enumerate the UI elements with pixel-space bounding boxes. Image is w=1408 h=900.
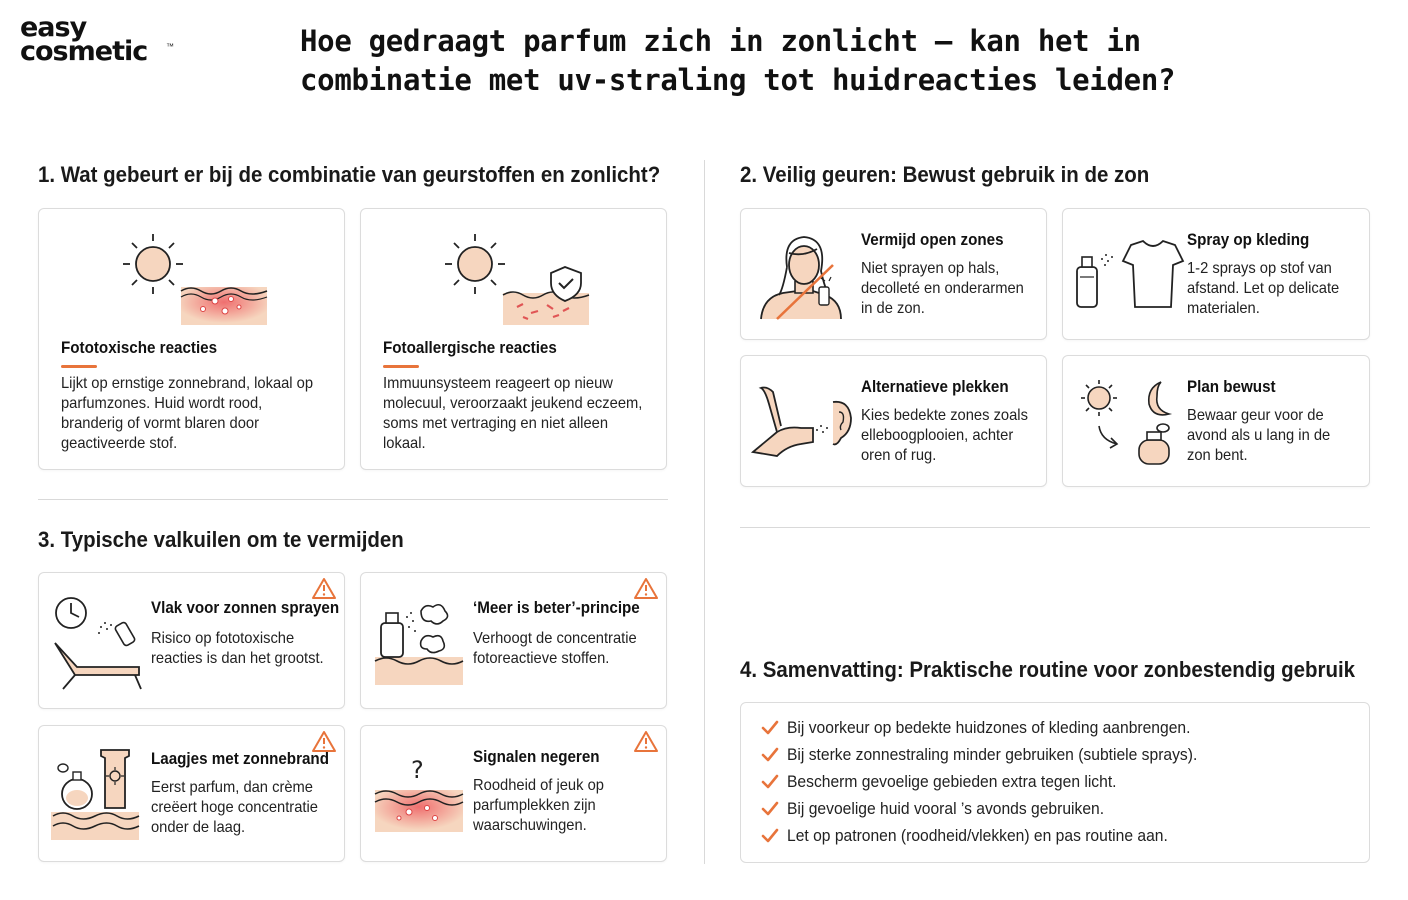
brand-logo xyxy=(20,12,180,68)
page-title: Hoe gedraagt parfum zich in zonlicht – kan het in combinatie met uv-straling tot huidreacties leiden? xyxy=(300,24,1176,97)
card-fotoallergisch xyxy=(360,208,667,470)
irritated-skin-icon xyxy=(503,263,589,327)
logo-line-2: cosmetic xyxy=(20,36,148,67)
section-3-title: 3. Typische valkuilen om te vermijden xyxy=(38,527,404,552)
check-icon xyxy=(761,801,779,817)
card-fototoxisch xyxy=(38,208,345,470)
sunlounger-icon xyxy=(51,597,155,689)
card-text: Immuunsysteem reageert op nieuw molecuul, veroorzaakt jeukend eczeem, soms met vertraging en niet alleen lokaal. xyxy=(383,375,643,452)
summary-list xyxy=(761,717,1233,852)
woman-icon xyxy=(753,231,853,321)
card-text: Niet sprayen op hals, decolleté en onderarmen in de zon. xyxy=(861,260,1024,317)
card-text: Kies bedekte zones zoals elleboogplooien, achter oren of rug. xyxy=(861,407,1028,464)
column-divider xyxy=(704,160,705,864)
card-text: Roodheid of jeuk op parfumplekken zijn waarschuwingen. xyxy=(473,777,604,834)
section-2-title: 2. Veilig geuren: Bewust gebruik in de zon xyxy=(740,162,1150,187)
card-title: Signalen negeren xyxy=(473,748,600,766)
check-icon xyxy=(761,828,779,844)
card-text: Verhoogt de concentratie fotoreactieve stoffen. xyxy=(473,630,637,667)
card-title: Spray op kleding xyxy=(1187,231,1310,249)
accent-bar xyxy=(61,365,97,368)
card-title: Vlak voor zonnen sprayen xyxy=(151,599,340,617)
summary-item-text: Bescherm gevoelige gebieden extra tegen licht. xyxy=(787,772,1117,791)
summary-box xyxy=(740,702,1370,863)
check-icon xyxy=(761,774,779,790)
svg-text:?: ? xyxy=(411,756,424,784)
check-icon xyxy=(761,720,779,736)
card-title: Laagjes met zonnebrand xyxy=(151,750,329,768)
accent-bar xyxy=(383,365,419,368)
card-vermijd-open-zones xyxy=(740,208,1047,340)
summary-item xyxy=(761,771,1233,798)
card-laagjes-zonnebrand xyxy=(38,725,345,862)
warning-icon xyxy=(312,577,336,599)
card-title: Fotoallergische reacties xyxy=(383,339,557,357)
card-title: Plan bewust xyxy=(1187,378,1276,396)
card-signalen-negeren xyxy=(360,725,667,862)
question-icon xyxy=(375,754,465,834)
spray-cloud-icon xyxy=(375,597,465,687)
card-alternatieve-plekken xyxy=(740,355,1047,487)
logo-trademark: ™ xyxy=(166,42,174,51)
card-text: Risico op fototoxische reacties is dan het grootst. xyxy=(151,630,324,667)
summary-item xyxy=(761,744,1233,771)
summary-item-text: Let op patronen (roodheid/vlekken) en pas routine aan. xyxy=(787,826,1168,845)
section-1-title: 1. Wat gebeurt er bij de combinatie van geurstoffen en zonlicht? xyxy=(38,162,661,187)
card-text: Bewaar geur voor de avond als u lang in de zon bent. xyxy=(1187,407,1331,464)
card-title: Alternatieve plekken xyxy=(861,378,1009,396)
card-vlak-voor-zonnen xyxy=(38,572,345,709)
warning-icon xyxy=(312,730,336,752)
card-title: ‘Meer is beter’-principe xyxy=(473,599,640,617)
warning-icon xyxy=(634,577,658,599)
card-title: Vermijd open zones xyxy=(861,231,1004,249)
card-meer-is-beter xyxy=(360,572,667,709)
section-4-title: 4. Samenvatting: Praktische routine voor zonbestendig gebruik xyxy=(740,657,1356,682)
summary-item-text: Bij gevoelige huid vooral ’s avonds gebruiken. xyxy=(787,799,1105,818)
card-spray-op-kleding xyxy=(1062,208,1370,340)
card-title: Fototoxische reacties xyxy=(61,339,218,357)
summary-item xyxy=(761,798,1233,825)
card-text: Lijkt op ernstige zonnebrand, lokaal op parfumzones. Huid wordt rood, branderig of vormt blaren door geactiveerde stof. xyxy=(61,375,314,452)
summary-item-text: Bij sterke zonnestraling minder gebruiken (subtiele sprays). xyxy=(787,745,1198,764)
irritated-skin-icon xyxy=(181,269,267,327)
check-icon xyxy=(761,747,779,763)
summary-item xyxy=(761,717,1233,744)
warning-icon xyxy=(634,730,658,752)
card-plan-bewust xyxy=(1062,355,1370,487)
section-divider-left xyxy=(38,499,668,500)
summary-item xyxy=(761,825,1233,852)
arm-icon xyxy=(751,382,855,462)
sunscreen-tube-icon xyxy=(51,748,141,842)
card-text: Eerst parfum, dan crème creëert hoge concentratie onder de laag. xyxy=(151,779,318,836)
summary-item-text: Bij voorkeur op bedekte huidzones of kleding aanbrengen. xyxy=(787,718,1191,737)
logo-line-1: easy xyxy=(20,12,87,43)
section-divider-right xyxy=(740,527,1370,528)
moon-icon xyxy=(1077,378,1181,468)
card-text: 1-2 sprays op stof van afstand. Let op delicate materialen. xyxy=(1187,260,1340,317)
tshirt-icon xyxy=(1075,239,1185,315)
